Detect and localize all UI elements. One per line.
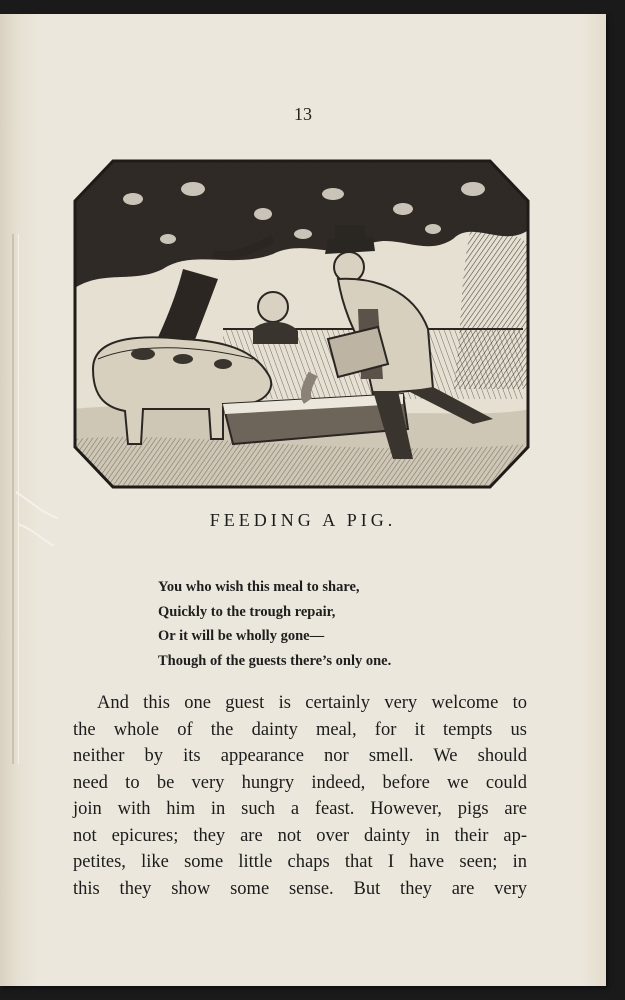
verse-line: Or it will be wholly gone—	[158, 628, 325, 644]
verse-line: You who wish this meal to share,	[158, 579, 360, 595]
body-text	[73, 690, 527, 902]
body-line: this they show some sense. But they are very	[73, 878, 527, 899]
body-line: And this one guest is certainly very welcome to	[97, 693, 527, 713]
verse-stanza	[158, 575, 498, 673]
book-page	[0, 14, 606, 986]
body-line: the whole of the dainty meal, for it tempts us	[73, 719, 527, 740]
body-line: need to be very hungry indeed, before we could	[73, 772, 527, 793]
page-number: 13	[294, 104, 312, 124]
illustration-caption: FEEDING A PIG.	[209, 510, 397, 530]
woodcut-illustration	[73, 159, 530, 489]
verse-line: Quickly to the trough repair,	[158, 603, 336, 620]
body-line: neither by its appearance nor smell. We should	[73, 746, 527, 766]
body-line: join with him in such a feast. However, pigs are	[73, 799, 527, 819]
body-line: not epicures; they are not over dainty in their ap-	[73, 825, 527, 846]
verse-line: Though of the guests there’s only one.	[158, 652, 392, 669]
body-line: petites, like some little chaps that I have seen; in	[73, 852, 527, 872]
